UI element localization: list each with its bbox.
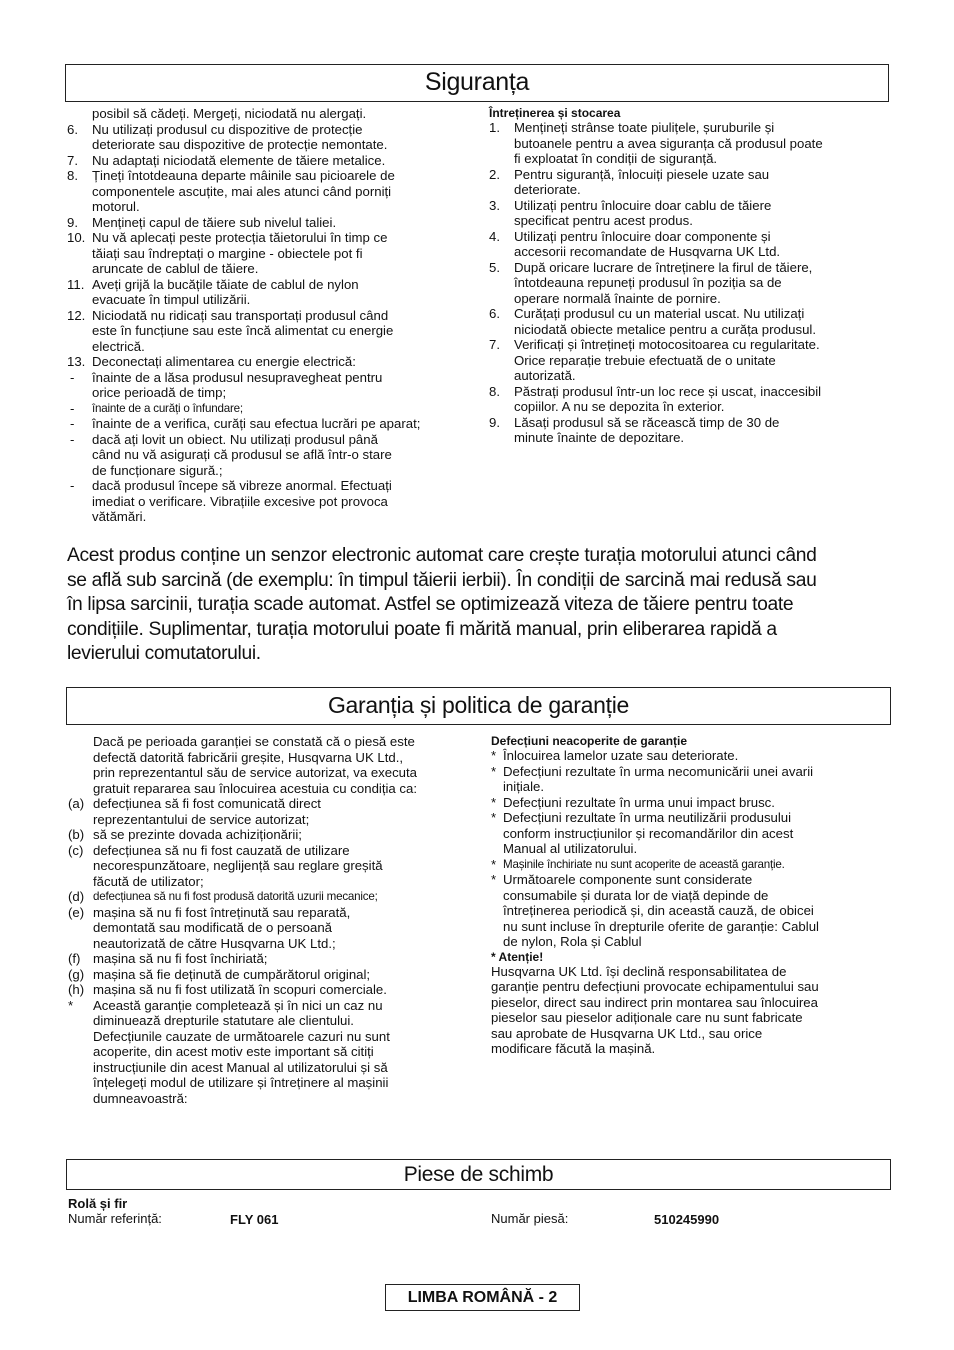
list-line [489, 399, 889, 415]
list-marker [489, 244, 514, 260]
list-marker [68, 936, 93, 952]
list-text: electrică. [92, 338, 145, 354]
list-text: întreținerea periodică și, din această cauză, de obicei [503, 903, 814, 918]
list-line [68, 1060, 468, 1076]
list-marker: 9. [489, 414, 500, 430]
list-line [67, 261, 467, 277]
list-line [68, 905, 468, 921]
list-marker [68, 1044, 93, 1060]
list-text: fi exploatat în condiții de siguranță. [514, 151, 718, 166]
list-marker [67, 184, 92, 200]
list-text: gratuit repararea sau înlocuirea acestuia cu condiția ca: [93, 780, 418, 796]
list-text: posibil să cădeți. Mergeți, niciodată nu alergați. [92, 106, 367, 121]
list-line [68, 920, 468, 936]
list-line [489, 120, 889, 136]
notice-line: levierului comutatorului. [67, 643, 261, 665]
list-text: înainte de a lăsa produsul nesupravegheat pentru [92, 369, 383, 385]
list-marker [68, 874, 93, 890]
list-line [489, 244, 889, 260]
list-line [67, 385, 467, 401]
list-line [68, 1091, 468, 1107]
list-line [491, 841, 891, 857]
list-marker [68, 1075, 93, 1091]
list-line [489, 306, 889, 322]
list-line [67, 153, 467, 169]
list-marker [489, 213, 514, 229]
list-marker: * [491, 763, 497, 779]
notice-line: condițiile. Suplimentar, turația motorului poate fi mărită manual, prin eliberarea rapidă a [67, 618, 777, 640]
list-line [67, 401, 467, 417]
list-text: Manual al utilizatorului. [503, 841, 638, 856]
list-text: necorespunzătoare, neglijență sau reglare greșită [93, 858, 383, 873]
list-line [67, 416, 467, 432]
list-text: minute înainte de depozitare. [514, 430, 685, 445]
uncovered-defects-heading: Defecțiuni neacoperite de garanție [491, 734, 688, 748]
list-text: Niciodată nu ridicați sau transportați produsul când [92, 307, 389, 323]
list-line [489, 182, 889, 198]
list-marker [68, 1060, 93, 1076]
list-marker: 3. [489, 197, 500, 213]
list-marker [489, 322, 514, 338]
list-text: defectă datorită fabricării greșite, Husqvarna UK Ltd., [93, 749, 404, 765]
list-line [68, 827, 468, 843]
list-marker [68, 765, 93, 781]
list-text: neautorizată de către Husqvarna UK Ltd.; [93, 935, 336, 951]
list-marker [491, 841, 503, 857]
list-line [68, 858, 468, 874]
list-line [67, 106, 467, 122]
list-text: mașina să nu fi fost închiriată; [93, 951, 268, 966]
list-marker [67, 494, 92, 510]
list-text: Lăsați produsul să se răcească timp de 30 de [514, 414, 780, 430]
spares-item-heading: Rolă și fir [68, 1196, 128, 1211]
list-marker: * [68, 997, 74, 1013]
list-marker [491, 779, 503, 795]
list-line [67, 277, 467, 293]
list-line [491, 919, 891, 935]
attention-line: sau aprobate de Husqvarna UK Ltd., sau orice [491, 1025, 763, 1041]
list-line [491, 888, 891, 904]
list-marker: * [491, 810, 497, 825]
list-line [67, 137, 467, 153]
list-text: operare normală înainte de pornire. [514, 290, 721, 306]
list-text: când nu vă asigurați că produsul se află într-o stare [92, 447, 392, 462]
list-text: Defecțiuni rezultate în urma necomunicării unei avarii [503, 763, 814, 779]
list-line [489, 136, 889, 152]
list-marker: - [70, 431, 75, 447]
list-marker [67, 323, 92, 339]
maintenance-heading: Întreținerea și stocarea [489, 106, 621, 120]
notice-line: în lipsa sarcinii, turația scade automat. Astfel se optimizează viteza de tăiere pentru toate [67, 594, 794, 616]
list-text: deteriorate. [514, 182, 581, 197]
list-marker [67, 246, 92, 262]
list-line [67, 292, 467, 308]
list-text: mașina să fie deținută de cumpărătorul original; [93, 966, 371, 982]
page-footer-language: LIMBA ROMÂNĂ - 2 [385, 1284, 580, 1311]
list-marker: * [491, 794, 497, 810]
list-marker: 2. [489, 166, 500, 182]
list-marker [491, 934, 503, 950]
list-marker [489, 291, 514, 307]
list-marker: (a) [68, 796, 85, 811]
attention-line: garanție pentru defecțiuni provocate echipamentului sau [491, 979, 819, 994]
list-marker: * [491, 872, 497, 887]
list-text: Mențineți strânse toate piulițele, șuruburile și [514, 120, 775, 135]
list-marker: 5. [489, 259, 500, 275]
list-line [67, 432, 467, 448]
list-text: dacă ați lovit un obiect. Nu utilizați produsul până [92, 431, 378, 447]
list-text: tăiați sau îndreptați o margine - obiectele pot fi [92, 245, 363, 261]
list-text: instrucțiunile din acest Manual al utilizatorului și să [93, 1059, 388, 1075]
list-marker: 1. [489, 120, 500, 135]
list-text: orice perioadă de timp; [92, 385, 227, 400]
list-marker [67, 137, 92, 153]
list-line [67, 168, 467, 184]
list-line [68, 734, 468, 750]
list-marker: (f) [68, 951, 81, 966]
list-marker: 9. [67, 214, 78, 230]
list-text: accesorii recomandate de Husqvarna UK Ltd. [514, 244, 781, 259]
list-text: nu sunt incluse în drepturile oferite de garanție: Cablul [503, 918, 819, 934]
list-line [67, 494, 467, 510]
electronic-sensor-notice [67, 544, 897, 667]
list-text: motorul. [92, 199, 140, 214]
list-marker [67, 447, 92, 463]
list-text: întotdeauna repuneți produsul în poziția sa de [514, 275, 782, 290]
list-line [489, 384, 889, 400]
list-marker: 11. [67, 276, 85, 292]
list-line [67, 199, 467, 215]
list-marker: 13. [67, 354, 86, 369]
list-line [68, 967, 468, 983]
list-text: conform instrucțiunilor și recomandărilor din acest [503, 825, 794, 841]
list-text: Următoarele componente sunt considerate [503, 872, 753, 887]
list-line [68, 812, 468, 828]
list-marker: - [70, 416, 75, 431]
list-marker: 7. [67, 152, 78, 168]
list-line [491, 748, 891, 764]
list-marker: - [70, 400, 75, 416]
list-line [68, 796, 468, 812]
list-line [489, 291, 889, 307]
list-text: imediat o verificare. Vibrațiile excesive pot provoca [92, 493, 388, 509]
list-marker [491, 888, 503, 904]
list-marker [491, 903, 503, 919]
list-text: Mențineți capul de tăiere sub nivelul taliei. [92, 214, 337, 230]
list-marker: (c) [68, 842, 84, 858]
list-marker [489, 182, 514, 198]
list-line [491, 857, 891, 873]
list-marker [67, 199, 92, 215]
list-line [67, 463, 467, 479]
list-line [491, 826, 891, 842]
list-marker: 10. [67, 230, 86, 245]
list-text: vătămări. [92, 509, 147, 524]
attention-line: pieselor sau pieselor adiționale care nu sunt fabricate [491, 1010, 803, 1025]
list-text: componentele ascuțite, mai ales atunci când porniți [92, 183, 392, 199]
part-number-value: 510245990 [654, 1212, 720, 1227]
list-marker [68, 812, 93, 828]
list-text: butoanele pentru a avea siguranța că produsul poate [514, 135, 823, 151]
list-line [67, 308, 467, 324]
list-text: demontată sau modificată de o persoană [93, 920, 332, 935]
list-marker [489, 430, 514, 446]
list-line [67, 370, 467, 386]
list-line [68, 936, 468, 952]
list-text: defecțiunea să fi fost comunicată direct [93, 796, 321, 811]
list-text: mașina să nu fi fost întreținută sau reparată, [93, 904, 351, 920]
list-marker [68, 858, 93, 874]
reference-number-value: FLY 061 [230, 1212, 279, 1227]
list-marker [491, 826, 503, 842]
list-marker: 6. [489, 306, 500, 321]
list-line [67, 478, 467, 494]
list-text: este în funcțiune sau este încă alimentat cu energie [92, 323, 394, 338]
list-line [68, 889, 468, 905]
list-line [491, 903, 891, 919]
list-text: mașina să nu fi fost utilizată în scopuri comerciale. [93, 982, 387, 997]
list-line [491, 934, 891, 950]
list-line [68, 750, 468, 766]
list-line [67, 339, 467, 355]
list-text: Dacă pe perioada garanției se constată că o piesă este [93, 734, 415, 749]
attention-line: pieselor, direct sau indirect prin montarea sau înlocuirea [491, 994, 818, 1010]
list-line [68, 982, 468, 998]
list-marker [67, 463, 92, 479]
list-text: Pentru siguranță, înlocuiți piesele uzate sau [514, 166, 770, 182]
list-line [68, 1044, 468, 1060]
list-line [491, 764, 891, 780]
list-text: Păstrați produsul într-un loc rece și uscat, inaccesibil [514, 383, 822, 399]
list-marker: (d) [68, 889, 85, 904]
list-marker [489, 353, 514, 369]
list-line [67, 447, 467, 463]
notice-line: Acest produs conține un senzor electronic automat care crește turația motorului atunci când [67, 545, 817, 566]
list-marker: 8. [67, 168, 78, 183]
list-text: Orice reparație trebuie efectuată de o unitate [514, 352, 776, 368]
list-line [67, 230, 467, 246]
list-text: Aveți grijă la bucățile tăiate de cablul de nylon [92, 276, 359, 292]
list-text: copiilor. A nu se depozita în exterior. [514, 399, 725, 414]
list-line [68, 1013, 468, 1029]
list-text: înainte de a curăți o înfundare; [92, 401, 243, 415]
list-line [489, 275, 889, 291]
list-marker [68, 734, 93, 750]
list-text: Utilizați pentru înlocuire doar componente și [514, 228, 771, 244]
list-text: specificat pentru acest produs. [514, 213, 693, 228]
list-marker [491, 919, 503, 935]
list-line [489, 151, 889, 167]
list-line [67, 509, 467, 525]
list-marker [67, 385, 92, 401]
list-line [489, 198, 889, 214]
list-line [489, 353, 889, 369]
list-text: Nu vă aplecați peste protecția tăietorului în timp ce [92, 230, 388, 245]
list-marker [489, 151, 514, 167]
list-text: După oricare lucrare de întreținere la firul de tăiere, [514, 259, 813, 275]
list-text: înainte de a verifica, curăți sau efectua lucrări pe aparat; [92, 416, 421, 431]
list-marker: 4. [489, 228, 500, 244]
attention-heading: * Atenție! [491, 949, 544, 964]
list-line [68, 1029, 468, 1045]
list-line [489, 213, 889, 229]
list-line [67, 246, 467, 262]
list-marker: 12. [67, 307, 86, 323]
list-text: defecțiunea să nu fi fost produsă datorită uzurii mecanice; [93, 890, 378, 903]
list-text: niciodată obiecte metalice pentru a curăța produsul. [514, 321, 817, 337]
list-line [489, 415, 889, 431]
list-marker [67, 106, 92, 122]
list-line [489, 229, 889, 245]
list-marker: * [491, 856, 497, 872]
list-line [68, 951, 468, 967]
list-text: dumneavoastră: [93, 1090, 188, 1106]
list-line [489, 260, 889, 276]
list-text: reprezentantului de service autorizat; [93, 811, 310, 827]
list-text: Verificați și întrețineți motocositoarea cu regularitate. [514, 337, 820, 352]
list-line [67, 122, 467, 138]
list-text: înțelegeți modul de utilizare și întreținere al mașinii [93, 1075, 389, 1090]
spares-title: Piese de schimb [66, 1159, 891, 1190]
list-text: Nu adaptați niciodată elemente de tăiere metalice. [92, 152, 386, 168]
list-line [491, 872, 891, 888]
list-line [67, 354, 467, 370]
list-marker [68, 781, 93, 797]
list-marker: 8. [489, 383, 500, 399]
list-marker [489, 136, 514, 152]
list-marker: 7. [489, 337, 500, 352]
list-line [491, 810, 891, 826]
list-marker: 6. [67, 121, 78, 137]
list-text: de funcționare sigură.; [92, 462, 223, 478]
warranty-left-column [68, 734, 468, 1106]
list-line [491, 795, 891, 811]
part-number-label: Număr piesă: [491, 1211, 569, 1226]
list-marker [67, 292, 92, 308]
attention-line: modificare făcută la mașină. [491, 1041, 656, 1056]
list-text: Țineți întotdeauna departe mâinile sau picioarele de [92, 168, 395, 183]
list-line [67, 215, 467, 231]
list-marker: (e) [68, 904, 85, 920]
reference-number-label: Număr referință: [68, 1211, 162, 1226]
list-line [68, 765, 468, 781]
list-marker [489, 275, 514, 291]
list-marker: - [70, 369, 75, 385]
list-line [489, 430, 889, 446]
list-text: Defecțiuni rezultate în urma neutilizării produsului [503, 810, 792, 825]
list-marker: (b) [68, 827, 85, 842]
list-text: acoperite, din acest motiv este important să citiți [93, 1044, 374, 1059]
list-marker [67, 261, 92, 277]
safety-left-column [67, 106, 467, 525]
list-line [67, 184, 467, 200]
safety-title: Siguranța [65, 64, 889, 102]
list-marker [489, 368, 514, 384]
list-text: defecțiunea să nu fi fost cauzată de utilizare [93, 842, 350, 858]
list-text: Defecțiuni rezultate în urma unui impact brusc. [503, 794, 775, 810]
list-text: evacuate în timpul utilizării. [92, 292, 251, 307]
list-text: de nylon, Rola și Cablul [503, 934, 642, 949]
list-marker [67, 339, 92, 355]
list-line [489, 322, 889, 338]
list-line [68, 998, 468, 1014]
list-marker: (g) [68, 966, 85, 982]
list-text: Defecțiunile cauzate de următoarele cazuri nu sunt [93, 1028, 390, 1044]
warranty-right-column [491, 734, 891, 1057]
list-text: consumabile și durata lor de viață depinde de [503, 887, 769, 903]
list-text: deteriorate sau dispozitive de protecție nemontate. [92, 137, 388, 152]
list-marker [68, 1013, 93, 1029]
list-text: dacă produsul începe să vibreze anormal. Efectuați [92, 478, 392, 493]
list-text: Curățați produsul cu un material uscat. Nu utilizați [514, 306, 805, 321]
safety-right-column [489, 106, 889, 446]
list-text: aruncate de cablul de tăiere. [92, 261, 259, 276]
list-text: prin reprezentantul său de service autorizat, va executa [93, 765, 418, 780]
list-line [68, 1075, 468, 1091]
list-text: Deconectați alimentarea cu energie electrică: [92, 354, 356, 369]
list-text: diminuează drepturile statutare ale clientului. [93, 1013, 354, 1028]
list-line [68, 874, 468, 890]
list-line [68, 781, 468, 797]
list-line [489, 368, 889, 384]
list-marker: - [70, 478, 75, 493]
notice-line: se află sub sarcină (de exemplu: în timpul tăierii ierbii). În condiții de sarcină mai redusă sau [67, 569, 817, 591]
list-line [67, 323, 467, 339]
list-marker [68, 750, 93, 766]
list-line [68, 843, 468, 859]
list-marker: (h) [68, 982, 85, 997]
list-marker [68, 920, 93, 936]
list-marker [68, 1091, 93, 1107]
list-line [491, 779, 891, 795]
list-text: autorizată. [514, 368, 576, 383]
list-line [489, 337, 889, 353]
list-marker [489, 399, 514, 415]
list-text: Mașinile închiriate nu sunt acoperite de această garanție. [503, 857, 785, 871]
attention-line: Husqvarna UK Ltd. își declină responsabilitatea de [491, 963, 787, 979]
list-text: Înlocuirea lamelor uzate sau deteriorate. [503, 748, 739, 763]
list-text: făcută de utilizator; [93, 873, 204, 889]
list-text: Utilizați pentru înlocuire doar cablu de tăiere [514, 197, 772, 213]
warranty-title: Garanția și politica de garanție [66, 687, 891, 725]
list-text: să se prezinte dovada achiziționării; [93, 827, 302, 842]
list-text: Această garanție completează și în nici un caz nu [93, 997, 383, 1013]
list-marker [67, 509, 92, 525]
list-line [489, 167, 889, 183]
list-text: Nu utilizați produsul cu dispozitive de protecție [92, 121, 363, 137]
list-marker [68, 1029, 93, 1045]
list-marker: * [491, 748, 497, 763]
list-text: inițiale. [503, 779, 545, 794]
